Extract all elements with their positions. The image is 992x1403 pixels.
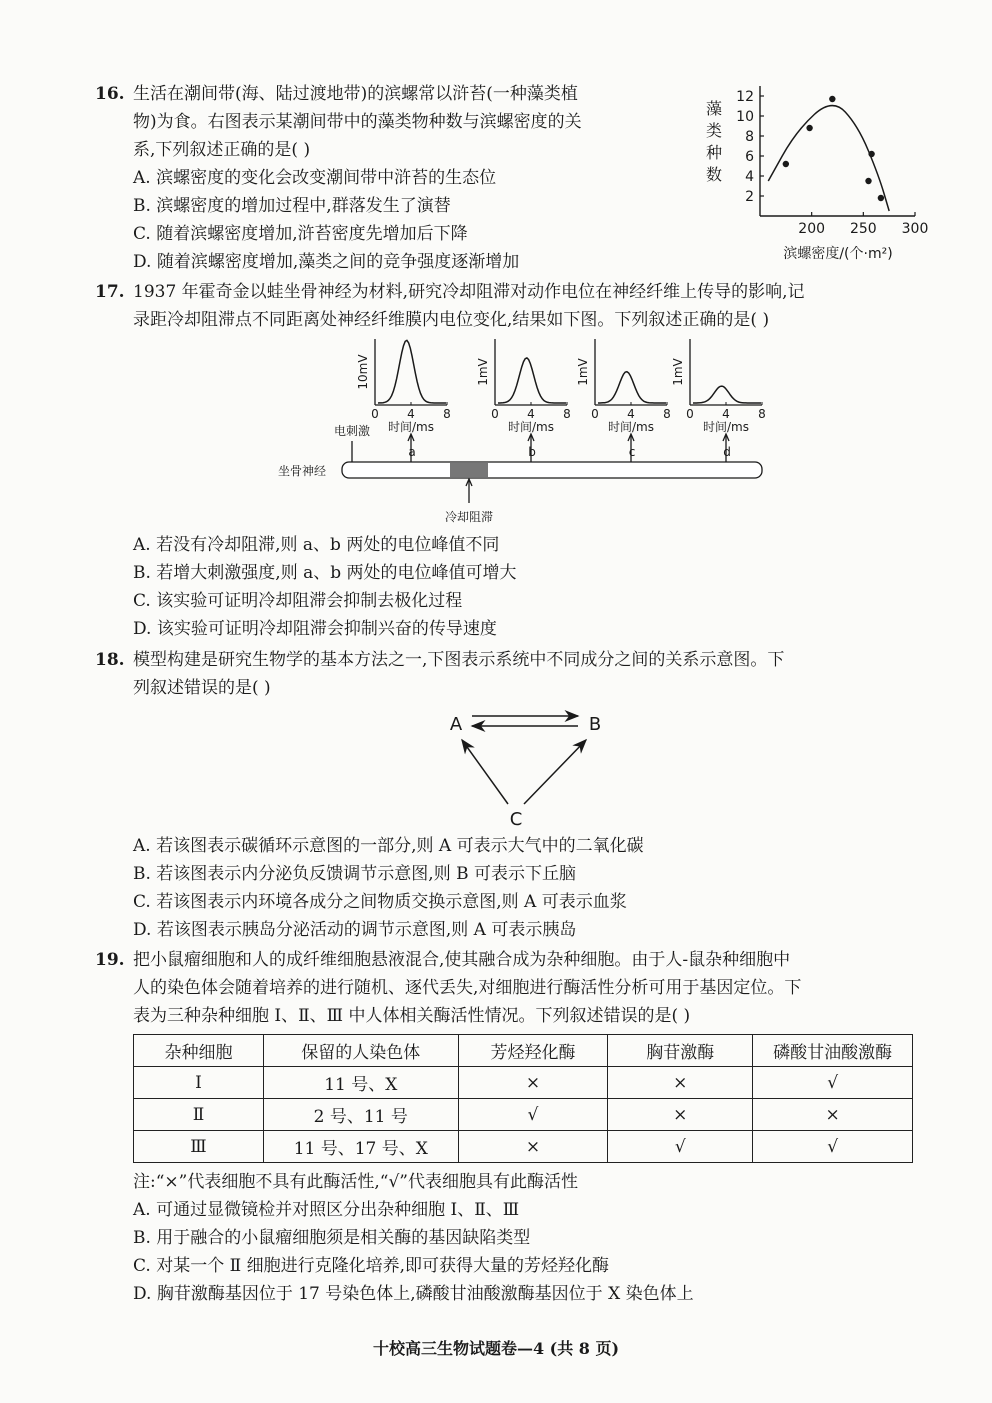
table-row [134, 1099, 913, 1131]
table-cell: Ⅲ [134, 1131, 264, 1163]
table-cell: 2 号、11 号 [264, 1099, 459, 1131]
graph-y-label: 1mV [576, 358, 590, 386]
recording-point-label: d [723, 445, 731, 459]
cooling-block-region [450, 463, 488, 477]
q17-option-b: B. 若增大刺激强度,则 a、b 两处的电位峰值可增大 [133, 563, 517, 583]
table-header-row [134, 1035, 913, 1067]
q17-option-c: C. 该实验可证明冷却阻滞会抑制去极化过程 [133, 591, 463, 611]
graph-tick-label: 8 [443, 407, 451, 421]
q16-chart [700, 70, 940, 270]
trend-curve [768, 106, 889, 211]
table-cell: √ [753, 1067, 913, 1099]
q18-stem-line: 模型构建是研究生物学的基本方法之一,下图表示系统中不同成分之间的关系示意图。下 [133, 650, 785, 670]
arrow-c-to-a [462, 740, 508, 804]
q17-option-d: D. 该实验可证明冷却阻滞会抑制兴奋的传导速度 [133, 619, 497, 639]
data-point [806, 125, 812, 131]
recording-point-label: c [628, 445, 636, 459]
table-row [134, 1067, 913, 1099]
q18-option-b: B. 若该图表示内分泌负反馈调节示意图,则 B 可表示下丘脑 [133, 864, 577, 884]
q17-option-a: A. 若没有冷却阻滞,则 a、b 两处的电位峰值不同 [133, 535, 500, 555]
x-tick-label: 300 [901, 221, 929, 237]
data-point [829, 96, 835, 102]
recording-point-label: b [528, 445, 536, 459]
x-tick-label: 200 [798, 221, 826, 237]
q16-stem-line: 系,下列叙述正确的是( ) [133, 140, 311, 160]
q16-stem-line: 物)为食。右图表示某潮间带中的藻类物种数与滨螺密度的关 [133, 112, 582, 132]
data-point [868, 151, 874, 157]
q16-option-d: D. 随着滨螺密度增加,藻类之间的竞争强度逐渐增加 [133, 252, 520, 272]
table-header: 磷酸甘油酸激酶 [753, 1035, 913, 1067]
y-tick-label: 4 [745, 169, 754, 185]
nerve-label: 坐骨神经 [278, 464, 327, 478]
table-cell: Ⅰ [134, 1067, 264, 1099]
table-cell: × [753, 1099, 913, 1131]
y-tick-label: 10 [736, 109, 754, 125]
graph-tick-label: 0 [591, 407, 599, 421]
q18-option-a: A. 若该图表示碳循环示意图的一部分,则 A 可表示大气中的二氧化碳 [133, 836, 644, 856]
graph-y-label: 10mV [356, 354, 370, 390]
y-axis-label: 藻 [705, 99, 723, 118]
graph-tick-label: 4 [407, 407, 415, 421]
node-c: C [509, 809, 523, 830]
action-potential-wave [498, 358, 566, 403]
y-axis-label: 类 [705, 121, 723, 140]
table-header: 保留的人染色体 [264, 1035, 459, 1067]
q16-option-a: A. 滨螺密度的变化会改变潮间带中浒苔的生态位 [133, 168, 497, 188]
q16-option-c: C. 随着滨螺密度增加,浒苔密度先增加后下降 [133, 224, 468, 244]
graph-y-label: 1mV [476, 358, 490, 386]
y-tick-label: 12 [736, 89, 754, 105]
q19-option-d: D. 胸苷激酶基因位于 17 号染色体上,磷酸甘油酸激酶基因位于 X 染色体上 [133, 1284, 694, 1304]
graph-tick-label: 4 [722, 407, 730, 421]
table-header: 杂种细胞 [134, 1035, 264, 1067]
q17-stem-line: 录距冷却阻滞点不同距离处神经纤维膜内电位变化,结果如下图。下列叙述正确的是( ) [133, 310, 770, 330]
q17-figure [270, 335, 790, 530]
table-cell: × [608, 1099, 753, 1131]
table-cell: √ [608, 1131, 753, 1163]
q18-option-d: D. 若该图表示胰岛分泌活动的调节示意图,则 A 可表示胰岛 [133, 920, 577, 940]
table-cell: 11 号、X [264, 1067, 459, 1099]
y-axis-label: 数 [705, 165, 723, 184]
q18-diagram [430, 700, 630, 830]
q19-stem-line: 人的染色体会随着培养的进行随机、逐代丢失,对细胞进行酶活性分析可用于基因定位。下 [133, 978, 802, 998]
q16-number: 16. [95, 84, 125, 104]
q16-option-b: B. 滨螺密度的增加过程中,群落发生了演替 [133, 196, 451, 216]
graph-tick-label: 0 [491, 407, 499, 421]
graph-x-label: 时间/ms [703, 420, 749, 434]
y-tick-label: 6 [745, 149, 754, 165]
stimulus-label: 电刺激 [333, 424, 371, 438]
q19-option-c: C. 对某一个 Ⅱ 细胞进行克隆化培养,即可获得大量的芳烃羟化酶 [133, 1256, 609, 1276]
graph-y-label: 1mV [671, 358, 685, 386]
node-a: A [449, 714, 463, 735]
q17-stem-line: 1937 年霍奇金以蛙坐骨神经为材料,研究冷却阻滞对动作电位在神经纤维上传导的影响,记 [133, 282, 805, 302]
q16-stem-line: 生活在潮间带(海、陆过渡地带)的滨螺常以浒苔(一种藻类植 [133, 84, 578, 104]
sciatic-nerve [342, 462, 762, 478]
table-header: 芳烃羟化酶 [458, 1035, 608, 1067]
q19-option-a: A. 可通过显微镜检并对照区分出杂种细胞 Ⅰ、Ⅱ、Ⅲ [133, 1200, 520, 1220]
graph-x-label: 时间/ms [508, 420, 554, 434]
q18-stem-line: 列叙述错误的是( ) [133, 678, 271, 698]
graph-tick-label: 0 [371, 407, 379, 421]
table-cell: × [608, 1067, 753, 1099]
q19-number: 19. [95, 950, 125, 970]
q19-stem-line: 表为三种杂种细胞 Ⅰ、Ⅱ、Ⅲ 中人体相关酶活性情况。下列叙述错误的是( ) [133, 1006, 691, 1026]
q19-stem-line: 把小鼠瘤细胞和人的成纤维细胞悬液混合,使其融合成为杂种细胞。由于人-鼠杂种细胞中 [133, 950, 791, 970]
table-cell: √ [458, 1099, 608, 1131]
table-cell: 11 号、17 号、X [264, 1131, 459, 1163]
action-potential-wave [598, 372, 666, 403]
table-cell: Ⅱ [134, 1099, 264, 1131]
graph-x-label: 时间/ms [608, 420, 654, 434]
data-point [783, 161, 789, 167]
graph-x-label: 时间/ms [388, 420, 434, 434]
recording-point-label: a [408, 445, 416, 459]
table-header: 胸苷激酶 [608, 1035, 753, 1067]
graph-tick-label: 8 [563, 407, 571, 421]
graph-tick-label: 8 [758, 407, 766, 421]
node-b: B [588, 714, 602, 735]
table-cell: × [458, 1067, 608, 1099]
graph-tick-label: 8 [663, 407, 671, 421]
y-tick-label: 2 [745, 189, 754, 205]
action-potential-wave [693, 386, 761, 403]
graph-tick-label: 0 [686, 407, 694, 421]
graph-tick-label: 4 [627, 407, 635, 421]
arrow-c-to-b [524, 740, 586, 804]
table-row [134, 1131, 913, 1163]
q19-note: 注:“×”代表细胞不具有此酶活性,“√”代表细胞具有此酶活性 [133, 1172, 578, 1192]
y-tick-label: 8 [745, 129, 754, 145]
q17-number: 17. [95, 282, 125, 302]
table-cell: × [458, 1131, 608, 1163]
x-tick-label: 250 [849, 221, 877, 237]
q18-option-c: C. 若该图表示内环境各成分之间物质交换示意图,则 A 可表示血浆 [133, 892, 627, 912]
q19-option-b: B. 用于融合的小鼠瘤细胞须是相关酶的基因缺陷类型 [133, 1228, 531, 1248]
page-footer: 十校高三生物试题卷—4 (共 8 页) [372, 1339, 620, 1358]
action-potential-wave [378, 340, 446, 403]
cooling-block-label: 冷却阻滞 [444, 510, 494, 524]
data-point [865, 178, 871, 184]
graph-tick-label: 4 [527, 407, 535, 421]
q18-number: 18. [95, 650, 125, 670]
enzyme-table [133, 1034, 913, 1163]
table-cell: √ [753, 1131, 913, 1163]
data-point [878, 195, 884, 201]
x-axis-label: 滨螺密度/(个·m²) [783, 246, 893, 262]
y-axis-label: 种 [705, 143, 723, 162]
